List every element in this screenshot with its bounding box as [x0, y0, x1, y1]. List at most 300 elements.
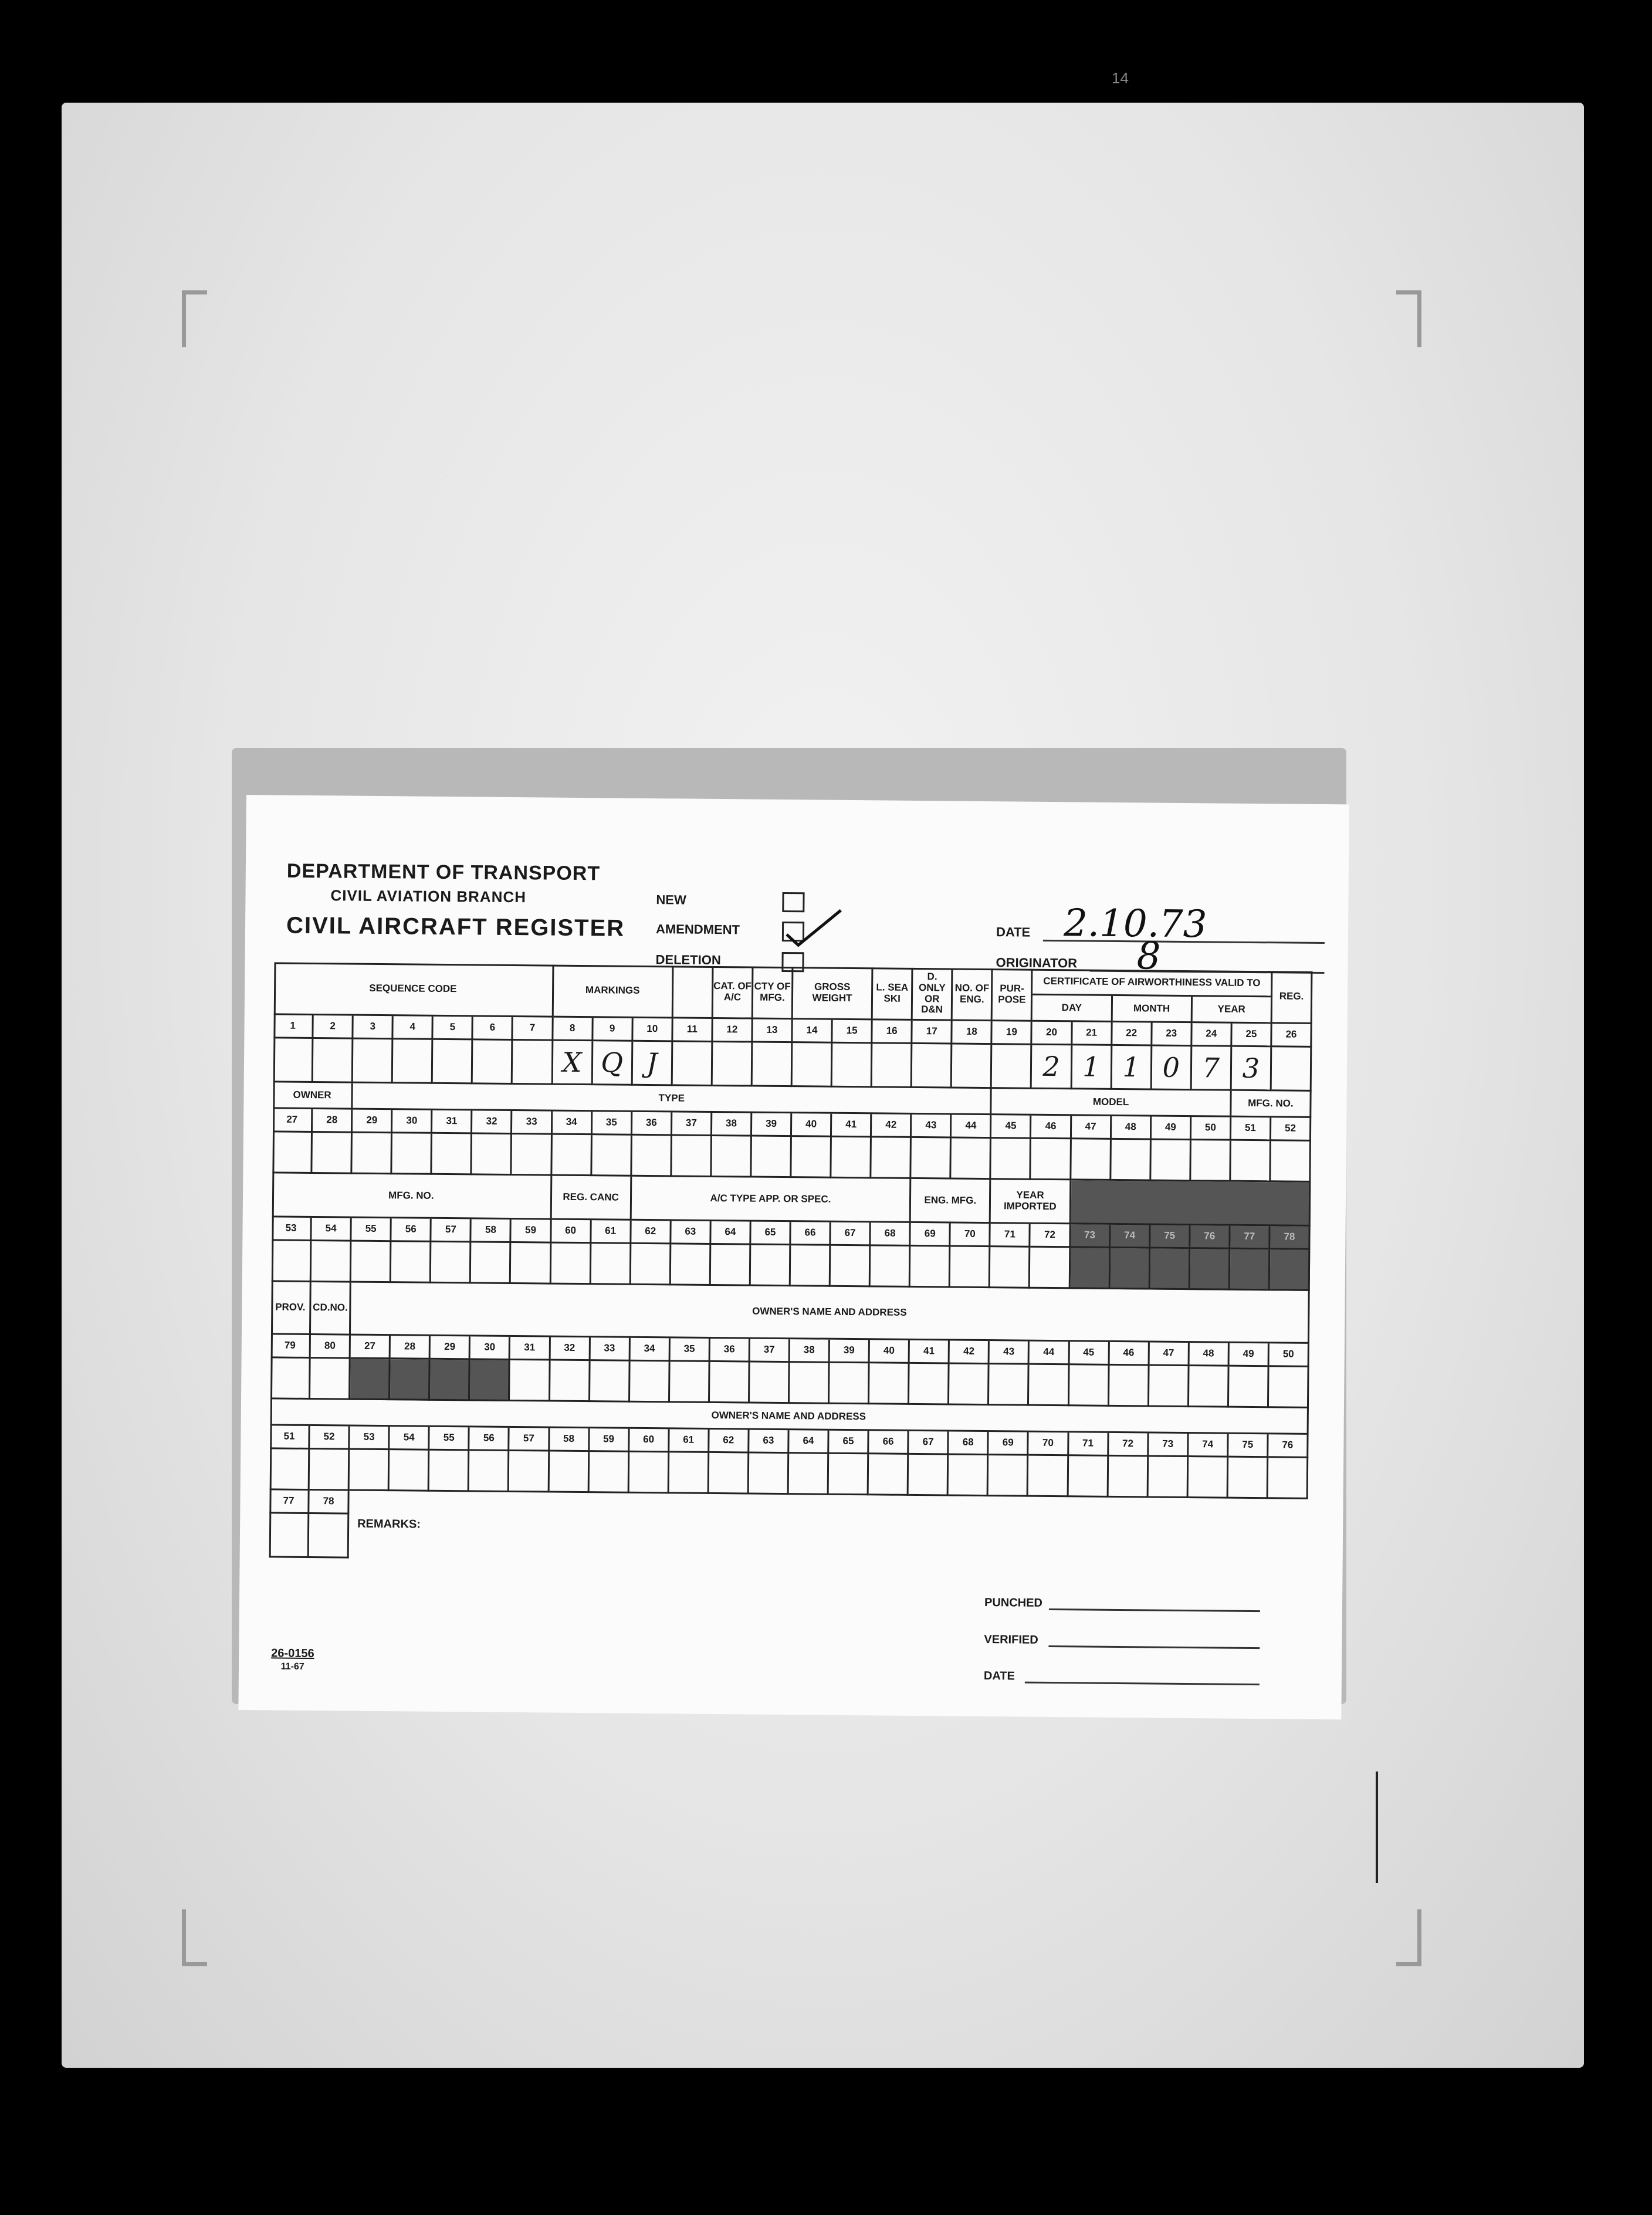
entry-cell[interactable] [391, 1242, 432, 1283]
column-number: 39 [752, 1113, 792, 1137]
entry-cell[interactable] [1149, 1366, 1190, 1407]
entry-cell [470, 1360, 510, 1401]
entry-cell[interactable] [871, 1246, 911, 1288]
owner-header: OWNER [273, 1082, 353, 1109]
column-number: 43 [912, 1115, 952, 1139]
entry-cell [1190, 1249, 1230, 1291]
entry-cell[interactable] [550, 1361, 591, 1403]
entry-cell[interactable] [751, 1137, 792, 1178]
entry-cell[interactable] [390, 1450, 430, 1492]
column-number: 26 [1272, 1024, 1312, 1048]
day-header: DAY [1032, 995, 1113, 1022]
entry-cell[interactable] [789, 1454, 830, 1495]
column-number: 41 [910, 1340, 950, 1364]
form-number-code: 26-0156 [271, 1647, 314, 1661]
entry-cell[interactable] [1031, 1139, 1072, 1181]
column-number: 25 [1232, 1024, 1272, 1048]
column-number: 72 [1109, 1433, 1149, 1457]
column-number: 72 [1031, 1224, 1071, 1248]
entry-cell[interactable] [472, 1134, 513, 1176]
entry-cell[interactable] [313, 1039, 354, 1083]
entry-cell[interactable] [709, 1453, 749, 1495]
entry-cell[interactable]: X [553, 1041, 593, 1086]
crop-mark [1396, 1909, 1421, 1966]
column-number: 71 [1069, 1432, 1109, 1457]
entry-cell[interactable] [1151, 1140, 1191, 1181]
entry-cell[interactable] [552, 1135, 593, 1177]
column-number: 76 [1268, 1434, 1308, 1458]
date-value[interactable]: 2.10.73 [1063, 902, 1207, 947]
entry-cell[interactable] [872, 1044, 913, 1088]
column-number: 38 [712, 1113, 752, 1137]
entry-cell[interactable] [471, 1242, 512, 1284]
prov-header: PROV. [271, 1282, 312, 1335]
column-number: 8 [553, 1018, 593, 1042]
entry-cell[interactable] [749, 1454, 790, 1495]
deletion-label: DELETION [655, 952, 721, 968]
entry-cell[interactable] [991, 1139, 1032, 1180]
cat-header: CAT. OF A/C [713, 966, 754, 1020]
column-number: 11 [673, 1018, 713, 1042]
entry-cell[interactable] [1148, 1457, 1189, 1498]
entry-cell[interactable] [1228, 1458, 1268, 1499]
column-number: 47 [1149, 1342, 1189, 1366]
entry-cell[interactable] [793, 1043, 833, 1088]
entry-cell[interactable]: 1 [1112, 1046, 1152, 1090]
entry-cell [1110, 1248, 1150, 1290]
entry-cell[interactable] [790, 1363, 830, 1404]
entry-cell [430, 1360, 470, 1401]
blank-header [673, 966, 713, 1019]
entry-cell[interactable] [270, 1358, 311, 1400]
column-number: 5 [434, 1017, 473, 1041]
column-number: 9 [593, 1018, 633, 1042]
entry-cell[interactable] [871, 1137, 912, 1179]
column-number: 29 [353, 1110, 392, 1134]
column-number: 62 [709, 1430, 749, 1454]
originator-label: ORIGINATOR [996, 955, 1078, 971]
entry-cell[interactable] [750, 1363, 790, 1404]
new-label: NEW [656, 892, 686, 907]
column-number: 70 [951, 1224, 991, 1248]
entry-cell[interactable] [672, 1136, 712, 1177]
entry-cell[interactable] [671, 1244, 711, 1286]
column-number: 34 [552, 1112, 592, 1136]
column-number: 37 [750, 1339, 790, 1363]
register-grid [269, 962, 1313, 1566]
column-number: 7 [513, 1017, 553, 1041]
column-number: 69 [911, 1223, 951, 1247]
entry-cell[interactable] [629, 1452, 669, 1494]
branch-title: CIVIL AVIATION BRANCH [330, 886, 527, 906]
column-number: 28 [391, 1336, 431, 1360]
entry-cell[interactable] [791, 1137, 832, 1178]
entry-cell[interactable] [1071, 1139, 1112, 1181]
entry-cell[interactable] [1231, 1141, 1271, 1183]
column-number: 50 [1191, 1117, 1231, 1141]
column-number: 50 [1269, 1343, 1309, 1367]
column-number: 64 [711, 1221, 751, 1245]
column-number: 27 [351, 1336, 391, 1360]
entry-cell[interactable] [270, 1449, 310, 1491]
column-number: 56 [392, 1218, 432, 1242]
column-number: 31 [510, 1337, 550, 1361]
crop-mark [182, 1909, 207, 1966]
entry-cell[interactable] [1269, 1367, 1309, 1408]
entry-cell[interactable]: 1 [1072, 1045, 1112, 1090]
entry-cell[interactable] [1108, 1457, 1149, 1498]
entry-cell[interactable] [990, 1247, 1031, 1289]
entry-cell [1230, 1249, 1271, 1291]
form-number [271, 1645, 314, 1673]
entry-cell[interactable] [912, 1138, 952, 1180]
column-number: 66 [791, 1222, 831, 1246]
column-number: 34 [630, 1338, 670, 1362]
column-number: 35 [670, 1338, 710, 1362]
cd-no-header: CD.NO. [311, 1282, 351, 1336]
entry-cell[interactable] [910, 1247, 951, 1288]
entry-cell [1070, 1248, 1111, 1289]
column-number: 47 [1071, 1116, 1111, 1140]
entry-cell[interactable] [433, 1040, 473, 1085]
column-number: 33 [590, 1337, 630, 1361]
column-number: 62 [631, 1221, 671, 1245]
column-number: 52 [1271, 1117, 1311, 1142]
entry-cell[interactable] [469, 1451, 510, 1492]
entry-cell[interactable] [590, 1361, 631, 1403]
entry-cell[interactable] [312, 1241, 352, 1283]
register-title: CIVIL AIRCRAFT REGISTER [286, 912, 625, 941]
entry-cell[interactable] [592, 1135, 632, 1177]
column-number: 38 [790, 1339, 830, 1363]
entry-cell[interactable] [269, 1513, 310, 1558]
column-number: 56 [470, 1427, 510, 1451]
entry-cell[interactable] [909, 1364, 950, 1405]
entry-cell[interactable] [1229, 1367, 1270, 1408]
entry-cell[interactable] [310, 1359, 351, 1400]
entry-cell[interactable] [432, 1134, 473, 1176]
department-title: DEPARTMENT OF TRANSPORT [286, 859, 601, 885]
column-number: 63 [749, 1430, 789, 1454]
column-number: 28 [313, 1109, 353, 1133]
entry-cell[interactable] [392, 1133, 433, 1175]
purpose-header: PUR-POSE [993, 968, 1033, 1022]
entry-cell[interactable]: 3 [1232, 1047, 1272, 1092]
entry-cell[interactable] [909, 1455, 949, 1496]
sequence-code-header: SEQUENCE CODE [274, 962, 554, 1017]
verified-label: VERIFIED [984, 1633, 1038, 1647]
column-number: 32 [472, 1110, 512, 1134]
shaded-block [1071, 1180, 1311, 1227]
entry-cell[interactable] [1028, 1456, 1069, 1498]
punched-line[interactable] [1049, 1608, 1260, 1612]
column-number: 58 [472, 1219, 512, 1243]
entry-cell[interactable] [791, 1245, 831, 1287]
entry-cell[interactable] [591, 1244, 631, 1285]
entry-cell[interactable] [751, 1245, 791, 1287]
column-number: 1 [273, 1015, 313, 1039]
column-number: 37 [672, 1112, 712, 1136]
column-number: 49 [1152, 1116, 1191, 1140]
entry-cell[interactable] [832, 1044, 873, 1088]
entry-cell[interactable] [952, 1045, 993, 1089]
entry-cell[interactable] [509, 1451, 550, 1493]
column-number: 45 [1069, 1342, 1109, 1366]
column-number: 78 [1270, 1226, 1310, 1250]
entry-cell[interactable] [429, 1451, 470, 1492]
column-number: 64 [789, 1430, 829, 1454]
entry-cell[interactable] [631, 1244, 671, 1286]
column-number: 4 [394, 1016, 434, 1040]
entry-cell[interactable] [272, 1132, 313, 1174]
entry-cell[interactable] [511, 1243, 551, 1285]
certificate-header: CERTIFICATE OF AIRWORTHINESS VALID TO [1033, 969, 1273, 998]
type-header: TYPE [353, 1083, 992, 1116]
entry-cell[interactable] [950, 1247, 991, 1289]
d-only-header: D. ONLY OR D&N [913, 968, 953, 1021]
entry-cell[interactable] [1271, 1141, 1311, 1183]
entry-cell[interactable] [712, 1136, 752, 1178]
footer-date-label: DATE [983, 1669, 1015, 1683]
column-number: 60 [629, 1429, 669, 1453]
column-number: 75 [1150, 1225, 1190, 1249]
reg-canc-header: REG. CANC [551, 1176, 632, 1221]
entry-cell[interactable] [949, 1455, 989, 1496]
entry-cell [1150, 1248, 1190, 1290]
mfg-no-header: MFG. NO. [1231, 1091, 1312, 1118]
column-number: 70 [1029, 1432, 1069, 1457]
column-number: 30 [392, 1110, 432, 1134]
column-number: 66 [869, 1431, 909, 1455]
column-number: 15 [832, 1020, 872, 1044]
column-number: 39 [830, 1340, 870, 1364]
column-number: 10 [633, 1018, 673, 1042]
entry-cell[interactable] [830, 1363, 870, 1405]
register-card [238, 795, 1349, 1719]
column-number: 54 [390, 1427, 429, 1451]
column-number: 58 [550, 1428, 590, 1452]
column-number: 52 [310, 1426, 350, 1450]
entry-cell[interactable] [1069, 1365, 1109, 1407]
column-number: 6 [473, 1017, 513, 1041]
column-number: 54 [312, 1218, 351, 1242]
entry-cell[interactable]: Q [593, 1041, 633, 1086]
column-number: 2 [313, 1015, 353, 1039]
l-sea-ski-header: L. SEA SKI [873, 967, 913, 1021]
entry-cell[interactable] [710, 1362, 750, 1404]
year-header: YEAR [1192, 997, 1272, 1024]
entry-cell[interactable]: J [632, 1042, 673, 1086]
entry-cell[interactable] [272, 1241, 312, 1282]
column-number: 31 [432, 1110, 472, 1134]
column-number: 57 [510, 1428, 550, 1452]
column-number: 51 [270, 1425, 310, 1449]
entry-cell[interactable] [431, 1242, 472, 1284]
entry-cell[interactable] [831, 1137, 872, 1179]
entry-cell[interactable] [952, 1139, 992, 1180]
entry-cell[interactable]: 2 [1032, 1045, 1072, 1090]
entry-cell[interactable] [513, 1041, 553, 1085]
footer-date-line[interactable] [1025, 1682, 1260, 1685]
entry-cell[interactable] [312, 1133, 353, 1174]
entry-cell[interactable] [351, 1242, 392, 1283]
entry-cell[interactable] [670, 1361, 710, 1403]
column-number: 73 [1149, 1433, 1189, 1457]
column-number: 33 [512, 1111, 552, 1135]
column-number: 59 [590, 1428, 629, 1452]
entry-cell[interactable] [1068, 1456, 1109, 1498]
column-number: 80 [311, 1335, 351, 1359]
gross-weight-header: GROSS WEIGHT [793, 967, 874, 1020]
column-number: 53 [272, 1217, 312, 1241]
column-number: 76 [1190, 1225, 1230, 1249]
entry-cell[interactable] [711, 1245, 751, 1286]
mfg-no-header-2: MFG. NO. [272, 1173, 552, 1220]
owner-name-header: OWNER'S NAME AND ADDRESS [351, 1283, 1310, 1344]
eng-mfg-header: ENG. MFG. [911, 1179, 991, 1224]
entry-cell[interactable] [1188, 1457, 1228, 1499]
column-number: 49 [1229, 1343, 1269, 1367]
column-number: 20 [1032, 1022, 1072, 1046]
entry-cell[interactable] [753, 1043, 793, 1088]
column-number: 79 [271, 1335, 311, 1359]
column-number: 19 [993, 1021, 1032, 1045]
verified-line[interactable] [1048, 1645, 1260, 1649]
column-number: 59 [512, 1220, 551, 1244]
column-number: 36 [710, 1339, 750, 1363]
entry-cell[interactable] [831, 1246, 871, 1288]
entry-cell[interactable] [549, 1452, 590, 1493]
entry-cell[interactable] [669, 1452, 709, 1494]
model-header: MODEL [992, 1089, 1232, 1117]
column-number: 61 [591, 1220, 631, 1244]
ac-type-header: A/C TYPE APP. OR SPEC. [631, 1177, 911, 1223]
column-number: 68 [949, 1431, 989, 1455]
column-number: 78 [309, 1491, 349, 1515]
entry-cell[interactable]: 0 [1152, 1046, 1192, 1090]
entry-cell [1270, 1249, 1311, 1291]
crop-mark [1396, 290, 1421, 347]
entry-cell[interactable] [912, 1044, 953, 1089]
entry-cell[interactable] [713, 1042, 753, 1087]
entry-cell[interactable] [1109, 1366, 1150, 1407]
entry-cell[interactable] [589, 1452, 629, 1493]
column-number: 57 [432, 1219, 472, 1243]
column-number: 77 [269, 1490, 309, 1514]
column-number: 3 [354, 1016, 394, 1040]
column-number: 36 [632, 1112, 672, 1136]
entry-cell[interactable] [989, 1455, 1029, 1497]
entry-cell[interactable] [1030, 1248, 1071, 1289]
originator-value[interactable]: 8 [1136, 934, 1161, 978]
entry-cell[interactable] [949, 1364, 990, 1405]
entry-cell[interactable] [869, 1454, 909, 1496]
entry-cell[interactable] [273, 1038, 314, 1083]
column-number: 65 [751, 1222, 791, 1246]
entry-cell[interactable] [473, 1040, 513, 1085]
entry-cell [350, 1359, 391, 1401]
entry-cell[interactable] [1272, 1047, 1312, 1092]
owner-name-header-2: OWNER'S NAME AND ADDRESS [270, 1399, 1309, 1434]
column-number: 43 [990, 1341, 1030, 1365]
column-number: 55 [352, 1218, 392, 1242]
column-number: 18 [953, 1021, 993, 1045]
entry-cell[interactable] [350, 1450, 390, 1492]
column-number: 32 [550, 1337, 590, 1361]
column-number: 74 [1189, 1434, 1228, 1458]
entry-cell[interactable] [551, 1244, 591, 1285]
month-header: MONTH [1112, 996, 1193, 1023]
entry-cell[interactable] [630, 1361, 671, 1403]
column-number: 46 [1109, 1342, 1149, 1366]
entry-cell[interactable]: 7 [1191, 1046, 1232, 1091]
entry-cell[interactable] [829, 1454, 869, 1496]
column-number: 71 [991, 1224, 1031, 1248]
column-number: 61 [669, 1429, 709, 1453]
entry-cell [390, 1359, 431, 1401]
column-number: 35 [593, 1112, 632, 1136]
entry-cell[interactable] [393, 1039, 434, 1084]
remarks-label: REMARKS: [357, 1517, 421, 1531]
column-number: 46 [1031, 1116, 1071, 1140]
entry-cell[interactable] [309, 1514, 350, 1559]
margin-line [1376, 1772, 1378, 1883]
column-number: 42 [950, 1341, 990, 1365]
column-number: 55 [430, 1427, 470, 1451]
form-edition: 11-67 [280, 1661, 304, 1672]
entry-cell[interactable] [1268, 1458, 1309, 1499]
column-number: 65 [829, 1431, 869, 1455]
column-number: 24 [1192, 1023, 1232, 1047]
check-mark-icon [782, 905, 847, 953]
entry-cell[interactable] [992, 1045, 1032, 1089]
entry-cell[interactable] [632, 1136, 672, 1177]
entry-cell[interactable] [353, 1133, 393, 1175]
entry-cell[interactable] [512, 1134, 553, 1176]
column-number: 69 [989, 1432, 1029, 1456]
column-number: 75 [1228, 1434, 1268, 1458]
margin-mark: 14 [1112, 69, 1129, 87]
amendment-label: AMENDMENT [655, 922, 740, 937]
column-number: 51 [1231, 1117, 1271, 1142]
entry-cell[interactable] [869, 1363, 910, 1405]
column-number: 68 [871, 1222, 910, 1247]
year-imported-header: YEAR IMPORTED [991, 1180, 1071, 1224]
entry-cell[interactable] [1111, 1140, 1152, 1181]
entry-cell[interactable] [353, 1039, 394, 1084]
column-number: 73 [1071, 1224, 1111, 1248]
entry-cell[interactable] [1191, 1140, 1231, 1182]
date-label: DATE [996, 924, 1031, 940]
reg-header: REG. [1272, 971, 1313, 1024]
column-number: 40 [792, 1113, 832, 1137]
entry-cell[interactable] [672, 1042, 713, 1086]
entry-cell[interactable] [1029, 1365, 1069, 1407]
column-number: 41 [832, 1114, 872, 1138]
entry-cell[interactable] [310, 1449, 350, 1491]
entry-cell[interactable] [510, 1360, 550, 1402]
entry-cell[interactable] [1189, 1366, 1230, 1408]
column-number: 77 [1230, 1226, 1270, 1250]
cty-header: CTY OF MFG. [753, 967, 794, 1020]
column-number: 22 [1112, 1022, 1152, 1046]
entry-cell[interactable] [989, 1364, 1030, 1406]
column-number: 42 [872, 1114, 912, 1138]
column-number: 29 [431, 1336, 470, 1360]
column-number: 16 [872, 1020, 912, 1044]
column-number: 44 [952, 1115, 991, 1139]
column-number: 48 [1189, 1343, 1229, 1367]
